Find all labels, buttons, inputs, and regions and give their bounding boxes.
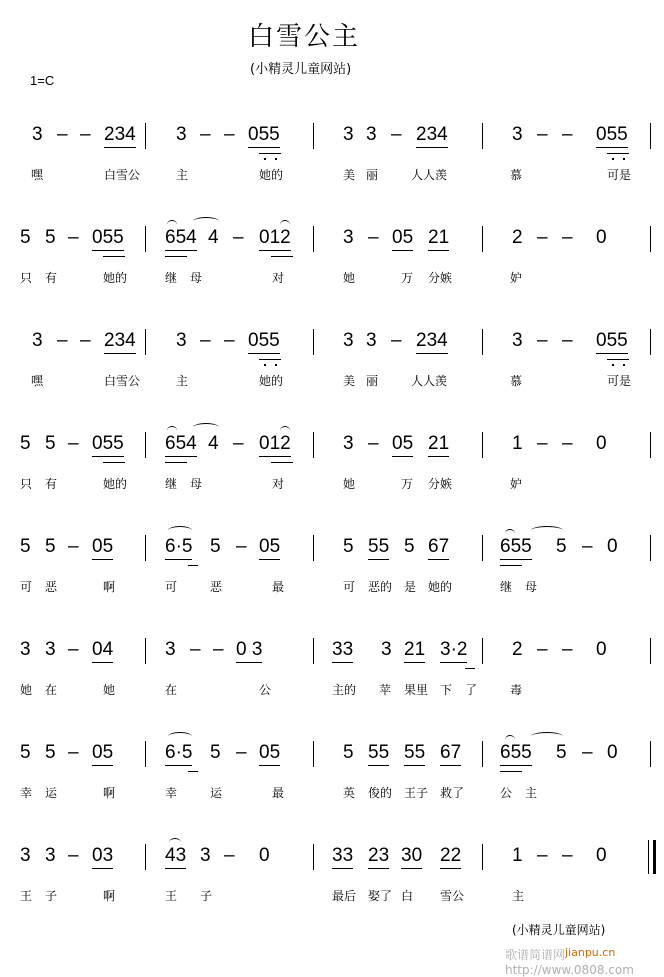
lyric: 主	[176, 168, 189, 182]
bar-line	[313, 741, 314, 767]
note: 3	[20, 845, 31, 866]
note: 22	[440, 844, 461, 869]
lyric: 王子	[404, 786, 429, 800]
note: 234	[104, 329, 136, 354]
lyric: 恶	[210, 580, 223, 594]
note: –	[368, 227, 379, 248]
note: –	[224, 845, 235, 866]
lyric: 运	[45, 786, 58, 800]
bar-line	[313, 226, 314, 252]
underline-2	[500, 771, 522, 772]
note: 5	[20, 433, 31, 454]
lyric: 母	[190, 477, 203, 491]
bar-line	[482, 329, 483, 355]
note: 3	[32, 330, 43, 351]
note: 5	[210, 742, 221, 763]
lyric: 人人羡	[411, 374, 448, 388]
bar-line	[145, 329, 146, 355]
underline-2	[607, 359, 629, 360]
note: –	[200, 330, 211, 351]
lyric: 运	[210, 786, 223, 800]
note: –	[537, 330, 548, 351]
low-dot	[612, 364, 614, 366]
lyric: 丽	[366, 168, 379, 182]
tie	[531, 732, 563, 741]
lyric: 妒	[510, 477, 523, 491]
lyric: 王	[20, 889, 33, 903]
bar-line	[145, 535, 146, 561]
note: 0	[596, 639, 607, 660]
note: 67	[428, 535, 449, 560]
lyric: 她的	[103, 271, 128, 285]
note: 21	[404, 638, 425, 663]
note: 3	[343, 227, 354, 248]
bar-line	[482, 844, 483, 870]
note: 055	[596, 123, 628, 148]
note: 5	[404, 536, 415, 557]
note: –	[80, 124, 91, 145]
bar-line	[482, 123, 483, 149]
note: 055	[248, 329, 280, 354]
note: 05	[92, 535, 113, 560]
note: 055	[248, 123, 280, 148]
lyric: 美	[343, 374, 356, 388]
note: –	[537, 124, 548, 145]
bar-line	[145, 226, 146, 252]
note: –	[224, 330, 235, 351]
note: 055	[92, 432, 124, 457]
lyric: 白雪公	[104, 374, 141, 388]
lyric: 公	[259, 683, 272, 697]
note: 012	[259, 432, 291, 457]
lyric: 可	[343, 580, 356, 594]
note: 3	[366, 330, 377, 351]
note: 3	[366, 124, 377, 145]
note: 1	[512, 845, 523, 866]
lyric: 对	[272, 271, 285, 285]
lyric: 娶了	[368, 889, 393, 903]
tie	[193, 217, 219, 226]
bar-line	[650, 638, 651, 664]
note: –	[562, 124, 573, 145]
note: 3	[512, 124, 523, 145]
bar-line	[145, 432, 146, 458]
note: 5	[45, 227, 56, 248]
lyric: 下	[440, 683, 453, 697]
note: 5	[45, 742, 56, 763]
lyric: 主	[525, 786, 538, 800]
note: 05	[392, 432, 413, 457]
bar-line	[313, 432, 314, 458]
note: 3	[20, 639, 31, 660]
note: 2	[512, 227, 523, 248]
note: 43	[165, 844, 186, 869]
bar-line	[313, 638, 314, 664]
lyric: 分嫉	[428, 271, 453, 285]
note: 05	[259, 535, 280, 560]
note: –	[233, 227, 244, 248]
lyric: 母	[525, 580, 538, 594]
score-row-3	[0, 329, 664, 419]
bar-line	[313, 123, 314, 149]
lyric: 她的	[259, 168, 284, 182]
note: 055	[596, 329, 628, 354]
note: 0	[596, 227, 607, 248]
lyric: 了	[465, 683, 478, 697]
note: –	[68, 536, 79, 557]
lyric: 她	[20, 683, 33, 697]
score-row-6	[0, 638, 664, 728]
lyric: 她	[103, 683, 116, 697]
note: –	[68, 845, 79, 866]
note: 55	[368, 741, 389, 766]
note: 012	[259, 226, 291, 251]
note: 3	[343, 330, 354, 351]
note: –	[68, 742, 79, 763]
underline-2	[607, 153, 629, 154]
lyric: 她的	[259, 374, 284, 388]
lyric: 主	[512, 889, 525, 903]
slur	[168, 526, 192, 535]
note: –	[537, 639, 548, 660]
lyric: 丽	[366, 374, 379, 388]
lyric: 她的	[103, 477, 128, 491]
note: –	[80, 330, 91, 351]
low-dot	[264, 364, 266, 366]
bar-line	[313, 844, 314, 870]
note: 654	[165, 226, 197, 251]
lyric: 白	[401, 889, 414, 903]
underline-2	[259, 153, 281, 154]
lyric: 嘿	[31, 168, 44, 182]
lyric: 是	[404, 580, 417, 594]
lyric: 果里	[404, 683, 429, 697]
lyric: 子	[45, 889, 58, 903]
lyric: 分嫉	[428, 477, 453, 491]
note: 05	[259, 741, 280, 766]
note: –	[57, 330, 68, 351]
song-source: (小精灵儿童网站)	[250, 62, 352, 77]
underline-2	[165, 462, 187, 463]
note: 4	[208, 227, 219, 248]
note: –	[562, 845, 573, 866]
bar-line	[145, 123, 146, 149]
lyric: 可	[20, 580, 33, 594]
bar-line	[650, 329, 651, 355]
lyric: 最	[272, 580, 285, 594]
lyric: 她	[343, 477, 356, 491]
lyric: 慕	[510, 374, 523, 388]
lyric: 子	[200, 889, 213, 903]
bar-line	[313, 329, 314, 355]
note: –	[582, 536, 593, 557]
note: –	[213, 639, 224, 660]
score-row-4	[0, 432, 664, 522]
note: 0	[596, 433, 607, 454]
note: 55	[368, 535, 389, 560]
note: 05	[92, 741, 113, 766]
bar-line	[313, 535, 314, 561]
lyric: 毒	[510, 683, 523, 697]
note: 5	[343, 742, 354, 763]
lyric: 雪公	[440, 889, 465, 903]
bar-line	[482, 741, 483, 767]
note: –	[236, 742, 247, 763]
note: –	[537, 433, 548, 454]
note: 55	[404, 741, 425, 766]
lyric: 母	[190, 271, 203, 285]
low-dot	[623, 364, 625, 366]
tie	[531, 526, 563, 535]
lyric: 可	[165, 580, 178, 594]
note: 4	[208, 433, 219, 454]
note: 5	[20, 742, 31, 763]
lyric: 最后	[332, 889, 357, 903]
slur	[168, 732, 192, 741]
lyric: 主	[176, 374, 189, 388]
score-row-7	[0, 741, 664, 831]
note: 5	[343, 536, 354, 557]
lyric: 公	[500, 786, 513, 800]
bar-line	[650, 432, 651, 458]
note: 3	[45, 845, 56, 866]
note: 33	[332, 638, 353, 663]
bar-line	[650, 123, 651, 149]
lyric: 继	[165, 271, 178, 285]
note: –	[68, 227, 79, 248]
key-signature: 1=C	[30, 73, 55, 88]
bar-line	[145, 741, 146, 767]
note: 0 3	[236, 638, 262, 663]
lyric: 她的	[428, 580, 453, 594]
lyric: 恶	[45, 580, 58, 594]
score-row-2	[0, 226, 664, 316]
note: 03	[92, 844, 113, 869]
note: –	[200, 124, 211, 145]
lyric: 有	[45, 271, 58, 285]
note: 0	[607, 536, 618, 557]
note: 5	[45, 433, 56, 454]
note: 3	[200, 845, 211, 866]
note: 5	[556, 742, 567, 763]
underline-2	[500, 565, 522, 566]
lyric: 王	[165, 889, 178, 903]
lyric: 美	[343, 168, 356, 182]
note: 23	[368, 844, 389, 869]
note: 5	[45, 536, 56, 557]
watermark: 歌谱简谱网 http://www.0808.com	[505, 948, 634, 977]
note: 5	[210, 536, 221, 557]
underline-2	[271, 462, 293, 463]
underline-2	[188, 565, 198, 566]
note: 21	[428, 226, 449, 251]
lyric: 恶的	[368, 580, 393, 594]
note: 30	[401, 844, 422, 869]
note: –	[68, 639, 79, 660]
lyric: 苹	[379, 683, 392, 697]
score-row-5	[0, 535, 664, 625]
note: 5	[20, 536, 31, 557]
note: 21	[428, 432, 449, 457]
note: 0	[607, 742, 618, 763]
note: 654	[165, 432, 197, 457]
note: 5	[556, 536, 567, 557]
note: 234	[416, 123, 448, 148]
lyric: 啊	[103, 889, 116, 903]
note: –	[224, 124, 235, 145]
underline-2	[259, 359, 281, 360]
lyric: 幸	[20, 786, 33, 800]
note: 6·5	[165, 535, 192, 560]
note: 0	[596, 845, 607, 866]
low-dot	[275, 158, 277, 160]
lyric: 在	[165, 683, 178, 697]
note: 234	[104, 123, 136, 148]
note: 6·5	[165, 741, 192, 766]
note: 3	[176, 124, 187, 145]
lyric: 继	[500, 580, 513, 594]
watermark-brand: jianpu.cn	[565, 946, 616, 959]
note: 05	[392, 226, 413, 251]
note: –	[391, 124, 402, 145]
lyric: 主的	[332, 683, 357, 697]
lyric: 可是	[607, 374, 632, 388]
note: –	[236, 536, 247, 557]
lyric: 在	[45, 683, 58, 697]
bar-line	[482, 638, 483, 664]
underline-2	[271, 256, 293, 257]
bar-line	[482, 432, 483, 458]
underline-2	[103, 462, 125, 463]
bar-line	[145, 844, 146, 870]
low-dot	[264, 158, 266, 160]
note: 3	[343, 433, 354, 454]
note: –	[537, 845, 548, 866]
note: 655	[500, 741, 532, 766]
note: 3	[45, 639, 56, 660]
lyric: 嘿	[31, 374, 44, 388]
note: 0	[259, 845, 270, 866]
note: –	[537, 227, 548, 248]
note: 67	[440, 741, 461, 766]
low-dot	[275, 364, 277, 366]
lyric: 人人羡	[411, 168, 448, 182]
low-dot	[612, 158, 614, 160]
note: –	[68, 433, 79, 454]
lyric: 万	[401, 477, 414, 491]
note: 2	[512, 639, 523, 660]
note: –	[391, 330, 402, 351]
lyric: 她	[343, 271, 356, 285]
lyric: 可是	[607, 168, 632, 182]
note: 1	[512, 433, 523, 454]
final-bar-line	[648, 840, 656, 874]
note: –	[562, 227, 573, 248]
tie	[193, 423, 219, 432]
score-row-1	[0, 123, 664, 213]
low-dot	[623, 158, 625, 160]
underline-2	[465, 668, 475, 669]
song-title: 白雪公主	[248, 22, 361, 52]
underline-2	[165, 256, 187, 257]
lyric: 妒	[510, 271, 523, 285]
lyric: 有	[45, 477, 58, 491]
lyric: 对	[272, 477, 285, 491]
lyric: 救了	[440, 786, 465, 800]
footer-credit: (小精灵儿童网站)	[512, 923, 606, 937]
note: 33	[332, 844, 353, 869]
note: 3	[32, 124, 43, 145]
note: 655	[500, 535, 532, 560]
lyric: 只	[20, 477, 33, 491]
note: 3	[165, 639, 176, 660]
note: 3	[381, 639, 392, 660]
lyric: 万	[401, 271, 414, 285]
lyric: 只	[20, 271, 33, 285]
note: 3	[343, 124, 354, 145]
note: –	[233, 433, 244, 454]
lyric: 啊	[103, 580, 116, 594]
note: 3	[176, 330, 187, 351]
note: –	[562, 433, 573, 454]
note: 234	[416, 329, 448, 354]
note: –	[562, 330, 573, 351]
lyric: 俊的	[368, 786, 393, 800]
lyric: 继	[165, 477, 178, 491]
lyric: 啊	[103, 786, 116, 800]
note: –	[562, 639, 573, 660]
lyric: 慕	[510, 168, 523, 182]
bar-line	[482, 535, 483, 561]
bar-line	[650, 741, 651, 767]
underline-2	[103, 256, 125, 257]
lyric: 幸	[165, 786, 178, 800]
note: 5	[20, 227, 31, 248]
note: –	[57, 124, 68, 145]
note: 04	[92, 638, 113, 663]
note: –	[368, 433, 379, 454]
lyric: 英	[343, 786, 356, 800]
bar-line	[650, 226, 651, 252]
note: 055	[92, 226, 124, 251]
underline-2	[188, 771, 198, 772]
note: –	[582, 742, 593, 763]
lyric: 白雪公	[104, 168, 141, 182]
note: 3	[512, 330, 523, 351]
bar-line	[145, 638, 146, 664]
note: –	[190, 639, 201, 660]
bar-line	[482, 226, 483, 252]
lyric: 最	[272, 786, 285, 800]
note: 3·2	[440, 638, 467, 663]
bar-line	[650, 535, 651, 561]
